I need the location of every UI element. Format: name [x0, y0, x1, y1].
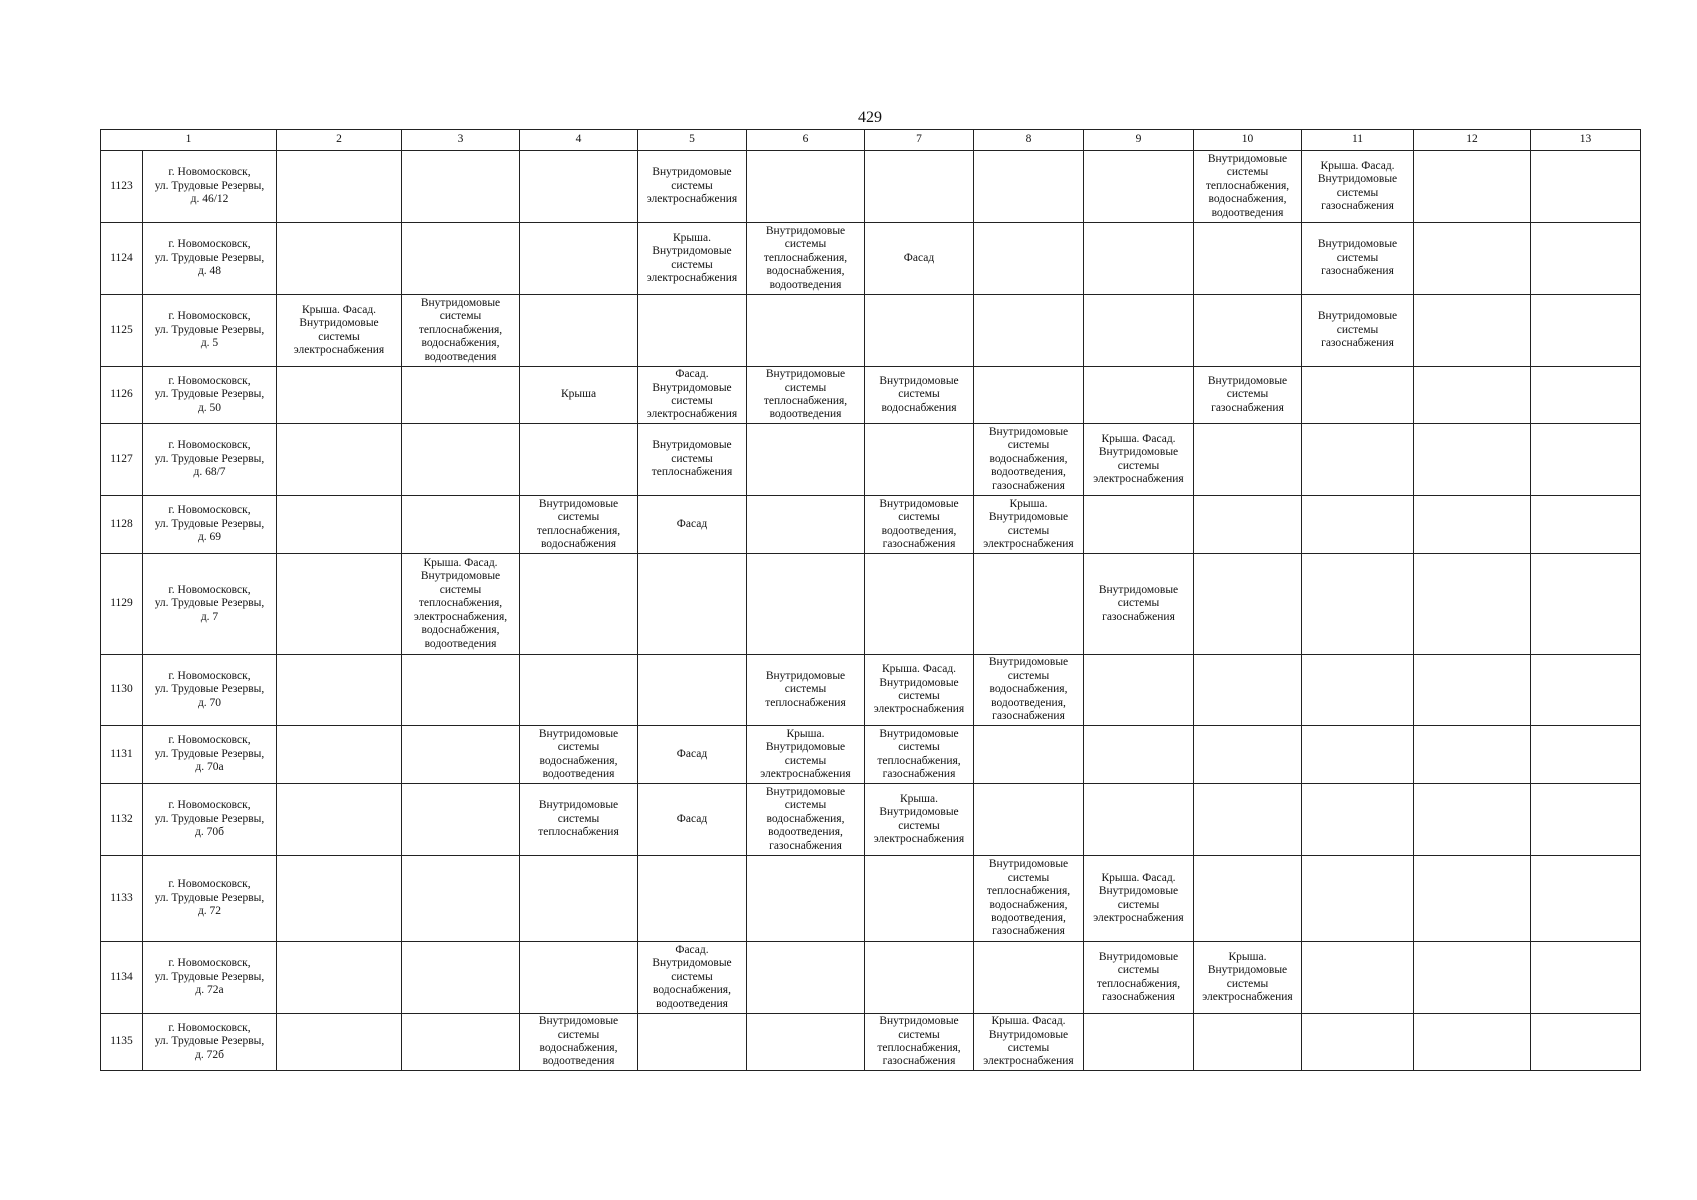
- work-cell: [402, 151, 520, 223]
- work-cell: Внутридомовые системы газоснабжения: [1084, 554, 1194, 655]
- work-cell: [520, 655, 638, 726]
- work-cell: [1084, 223, 1194, 295]
- row-number: 1129: [101, 554, 143, 655]
- work-cell: Крыша. Фасад. Внутридомовые системы электроснабжения: [974, 1014, 1084, 1071]
- table-row: [101, 223, 1641, 295]
- work-cell: [1414, 942, 1531, 1014]
- table-row: [101, 655, 1641, 726]
- work-cell: [1531, 367, 1641, 424]
- work-cell: [638, 655, 747, 726]
- work-cell: [277, 784, 402, 856]
- work-cell: [747, 856, 865, 942]
- work-cell: [277, 726, 402, 784]
- work-cell: [1414, 295, 1531, 367]
- address-cell: г. Новомосковск, ул. Трудовые Резервы, д. 7: [143, 554, 277, 655]
- address-cell: г. Новомосковск, ул. Трудовые Резервы, д. 72б: [143, 1014, 277, 1071]
- address-cell: г. Новомосковск, ул. Трудовые Резервы, д. 72: [143, 856, 277, 942]
- work-cell: [402, 496, 520, 554]
- work-cell: Внутридомовые системы водоснабжения, водоотведения, газоснабжения: [974, 655, 1084, 726]
- column-header: 11: [1302, 130, 1414, 151]
- work-cell: [1084, 726, 1194, 784]
- work-cell: [1531, 496, 1641, 554]
- work-cell: Крыша. Внутридомовые системы электроснабжения: [974, 496, 1084, 554]
- address-cell: г. Новомосковск, ул. Трудовые Резервы, д. 68/7: [143, 424, 277, 496]
- work-cell: Внутридомовые системы теплоснабжения: [520, 784, 638, 856]
- work-cell: Внутридомовые системы теплоснабжения, водоснабжения, водоотведения: [747, 223, 865, 295]
- work-cell: [1194, 1014, 1302, 1071]
- work-cell: [1414, 151, 1531, 223]
- work-cell: [1414, 554, 1531, 655]
- work-cell: [402, 856, 520, 942]
- row-number: 1126: [101, 367, 143, 424]
- work-cell: Крыша. Фасад. Внутридомовые системы электроснабжения: [865, 655, 974, 726]
- work-cell: [1531, 1014, 1641, 1071]
- work-cell: [1302, 424, 1414, 496]
- column-header: 1: [101, 130, 277, 151]
- column-header: 8: [974, 130, 1084, 151]
- work-cell: [402, 1014, 520, 1071]
- work-cell: [974, 367, 1084, 424]
- row-number: 1133: [101, 856, 143, 942]
- work-cell: [402, 424, 520, 496]
- work-cell: [865, 151, 974, 223]
- address-cell: г. Новомосковск, ул. Трудовые Резервы, д. 70б: [143, 784, 277, 856]
- work-cell: [277, 554, 402, 655]
- table-row: [101, 856, 1641, 942]
- work-cell: Внутридомовые системы газоснабжения: [1194, 367, 1302, 424]
- work-cell: [1084, 655, 1194, 726]
- work-cell: [520, 942, 638, 1014]
- work-cell: Крыша. Фасад. Внутридомовые системы электроснабжения: [1084, 856, 1194, 942]
- table-row: [101, 424, 1641, 496]
- work-cell: Фасад: [638, 726, 747, 784]
- work-cell: Фасад: [638, 496, 747, 554]
- work-cell: [1531, 942, 1641, 1014]
- work-cell: [277, 496, 402, 554]
- work-cell: [638, 295, 747, 367]
- work-cell: [1414, 367, 1531, 424]
- work-cell: [402, 223, 520, 295]
- table-row: [101, 295, 1641, 367]
- work-cell: [1194, 784, 1302, 856]
- work-cell: Внутридомовые системы водоснабжения, водоотведения, газоснабжения: [747, 784, 865, 856]
- work-cell: Внутридомовые системы водоснабжения: [865, 367, 974, 424]
- address-cell: г. Новомосковск, ул. Трудовые Резервы, д. 5: [143, 295, 277, 367]
- address-cell: г. Новомосковск, ул. Трудовые Резервы, д. 50: [143, 367, 277, 424]
- work-cell: [402, 784, 520, 856]
- address-cell: г. Новомосковск, ул. Трудовые Резервы, д. 48: [143, 223, 277, 295]
- work-cell: Фасад. Внутридомовые системы электроснабжения: [638, 367, 747, 424]
- work-cell: [1414, 424, 1531, 496]
- work-cell: [1531, 655, 1641, 726]
- repair-schedule-table: [100, 129, 1641, 1071]
- work-cell: Крыша. Фасад. Внутридомовые системы газоснабжения: [1302, 151, 1414, 223]
- work-cell: Внутридомовые системы теплоснабжения, газоснабжения: [1084, 942, 1194, 1014]
- column-header: 6: [747, 130, 865, 151]
- work-cell: [974, 151, 1084, 223]
- table-row: [101, 942, 1641, 1014]
- work-cell: [1302, 554, 1414, 655]
- work-cell: [1084, 295, 1194, 367]
- work-cell: [1302, 367, 1414, 424]
- work-cell: [865, 424, 974, 496]
- work-cell: [747, 424, 865, 496]
- row-number: 1123: [101, 151, 143, 223]
- work-cell: Фасад: [638, 784, 747, 856]
- work-cell: Внутридомовые системы газоснабжения: [1302, 223, 1414, 295]
- work-cell: [1084, 151, 1194, 223]
- work-cell: Крыша. Внутридомовые системы электроснабжения: [638, 223, 747, 295]
- work-cell: [1531, 424, 1641, 496]
- column-header: 5: [638, 130, 747, 151]
- work-cell: [1302, 726, 1414, 784]
- work-cell: [402, 655, 520, 726]
- column-header: 2: [277, 130, 402, 151]
- work-cell: [1531, 223, 1641, 295]
- work-cell: [1194, 223, 1302, 295]
- work-cell: [1414, 726, 1531, 784]
- work-cell: [1531, 554, 1641, 655]
- work-cell: [1194, 554, 1302, 655]
- work-cell: [520, 554, 638, 655]
- work-cell: Крыша. Внутридомовые системы электроснабжения: [865, 784, 974, 856]
- work-cell: [520, 856, 638, 942]
- work-cell: Крыша. Внутридомовые системы электроснабжения: [1194, 942, 1302, 1014]
- work-cell: [1302, 856, 1414, 942]
- work-cell: Крыша. Внутридомовые системы электроснабжения: [747, 726, 865, 784]
- work-cell: [402, 942, 520, 1014]
- work-cell: Внутридомовые системы теплоснабжения: [747, 655, 865, 726]
- row-number: 1124: [101, 223, 143, 295]
- column-header: 3: [402, 130, 520, 151]
- work-cell: [1531, 856, 1641, 942]
- work-cell: [638, 554, 747, 655]
- column-header: 13: [1531, 130, 1641, 151]
- row-number: 1131: [101, 726, 143, 784]
- work-cell: [1194, 424, 1302, 496]
- work-cell: Внутридомовые системы теплоснабжения, водоснабжения, водоотведения, газоснабжения: [974, 856, 1084, 942]
- work-cell: [638, 1014, 747, 1071]
- table-row: [101, 726, 1641, 784]
- work-cell: [974, 554, 1084, 655]
- work-cell: [1084, 367, 1194, 424]
- work-cell: [974, 942, 1084, 1014]
- row-number: 1132: [101, 784, 143, 856]
- table-row: [101, 784, 1641, 856]
- work-cell: Фасад: [865, 223, 974, 295]
- work-cell: [1531, 784, 1641, 856]
- work-cell: [747, 942, 865, 1014]
- header-row: [101, 130, 1641, 151]
- column-header: 10: [1194, 130, 1302, 151]
- work-cell: [1194, 655, 1302, 726]
- work-cell: [1194, 856, 1302, 942]
- work-cell: Крыша. Фасад. Внутридомовые системы электроснабжения: [1084, 424, 1194, 496]
- work-cell: [520, 151, 638, 223]
- work-cell: [277, 942, 402, 1014]
- work-cell: [1084, 784, 1194, 856]
- address-cell: г. Новомосковск, ул. Трудовые Резервы, д. 69: [143, 496, 277, 554]
- table-row: [101, 496, 1641, 554]
- table-row: [101, 151, 1641, 223]
- work-cell: [1084, 496, 1194, 554]
- row-number: 1128: [101, 496, 143, 554]
- work-cell: [1194, 726, 1302, 784]
- work-cell: Крыша. Фасад. Внутридомовые системы теплоснабжения, электроснабжения, водоснабжения, водоотведения: [402, 554, 520, 655]
- work-cell: [1531, 295, 1641, 367]
- table-row: [101, 367, 1641, 424]
- work-cell: [747, 496, 865, 554]
- work-cell: [865, 942, 974, 1014]
- work-cell: [638, 856, 747, 942]
- address-cell: г. Новомосковск, ул. Трудовые Резервы, д. 70а: [143, 726, 277, 784]
- row-number: 1135: [101, 1014, 143, 1071]
- work-cell: [1531, 726, 1641, 784]
- work-cell: Внутридомовые системы теплоснабжения, водоснабжения, водоотведения: [402, 295, 520, 367]
- work-cell: [1302, 655, 1414, 726]
- work-cell: [974, 726, 1084, 784]
- work-cell: [402, 726, 520, 784]
- work-cell: [974, 295, 1084, 367]
- work-cell: Внутридомовые системы электроснабжения: [638, 151, 747, 223]
- work-cell: [1084, 1014, 1194, 1071]
- work-cell: [520, 223, 638, 295]
- work-cell: [974, 223, 1084, 295]
- work-cell: [277, 151, 402, 223]
- work-cell: Крыша. Фасад. Внутридомовые системы электроснабжения: [277, 295, 402, 367]
- work-cell: [1414, 496, 1531, 554]
- work-cell: [1414, 856, 1531, 942]
- work-cell: Внутридомовые системы теплоснабжения: [638, 424, 747, 496]
- work-cell: Внутридомовые системы водоснабжения, водоотведения: [520, 726, 638, 784]
- work-cell: [747, 295, 865, 367]
- work-cell: [865, 856, 974, 942]
- table-row: [101, 1014, 1641, 1071]
- work-cell: [1302, 942, 1414, 1014]
- address-cell: г. Новомосковск, ул. Трудовые Резервы, д. 72а: [143, 942, 277, 1014]
- work-cell: [1531, 151, 1641, 223]
- column-header: 12: [1414, 130, 1531, 151]
- work-cell: Фасад. Внутридомовые системы водоснабжения, водоотведения: [638, 942, 747, 1014]
- column-header: 9: [1084, 130, 1194, 151]
- work-cell: [1414, 1014, 1531, 1071]
- row-number: 1130: [101, 655, 143, 726]
- work-cell: [277, 424, 402, 496]
- work-cell: [277, 223, 402, 295]
- work-cell: [1194, 496, 1302, 554]
- work-cell: Внутридомовые системы газоснабжения: [1302, 295, 1414, 367]
- work-cell: [277, 655, 402, 726]
- work-cell: Внутридомовые системы водоснабжения, водоотведения, газоснабжения: [974, 424, 1084, 496]
- work-cell: Крыша: [520, 367, 638, 424]
- address-cell: г. Новомосковск, ул. Трудовые Резервы, д. 70: [143, 655, 277, 726]
- page-number: 429: [858, 109, 882, 126]
- work-cell: [747, 554, 865, 655]
- work-cell: [1302, 496, 1414, 554]
- work-cell: [277, 856, 402, 942]
- address-cell: г. Новомосковск, ул. Трудовые Резервы, д. 46/12: [143, 151, 277, 223]
- work-cell: Внутридомовые системы теплоснабжения, водоотведения: [747, 367, 865, 424]
- work-cell: Внутридомовые системы теплоснабжения, водоснабжения: [520, 496, 638, 554]
- work-cell: [520, 295, 638, 367]
- work-cell: [747, 1014, 865, 1071]
- work-cell: [1414, 655, 1531, 726]
- work-cell: [277, 367, 402, 424]
- work-cell: [520, 424, 638, 496]
- work-cell: [1414, 784, 1531, 856]
- work-cell: [277, 1014, 402, 1071]
- work-cell: [974, 784, 1084, 856]
- work-cell: [1302, 1014, 1414, 1071]
- work-cell: [1194, 295, 1302, 367]
- table-row: [101, 554, 1641, 655]
- work-cell: Внутридомовые системы теплоснабжения, газоснабжения: [865, 726, 974, 784]
- work-cell: [865, 554, 974, 655]
- work-cell: [402, 367, 520, 424]
- work-cell: [865, 295, 974, 367]
- row-number: 1127: [101, 424, 143, 496]
- row-number: 1134: [101, 942, 143, 1014]
- work-cell: Внутридомовые системы водоснабжения, водоотведения: [520, 1014, 638, 1071]
- row-number: 1125: [101, 295, 143, 367]
- work-cell: [747, 151, 865, 223]
- column-header: 4: [520, 130, 638, 151]
- work-cell: Внутридомовые системы теплоснабжения, газоснабжения: [865, 1014, 974, 1071]
- column-header: 7: [865, 130, 974, 151]
- work-cell: Внутридомовые системы водоотведения, газоснабжения: [865, 496, 974, 554]
- work-cell: [1414, 223, 1531, 295]
- work-cell: Внутридомовые системы теплоснабжения, водоснабжения, водоотведения: [1194, 151, 1302, 223]
- work-cell: [1302, 784, 1414, 856]
